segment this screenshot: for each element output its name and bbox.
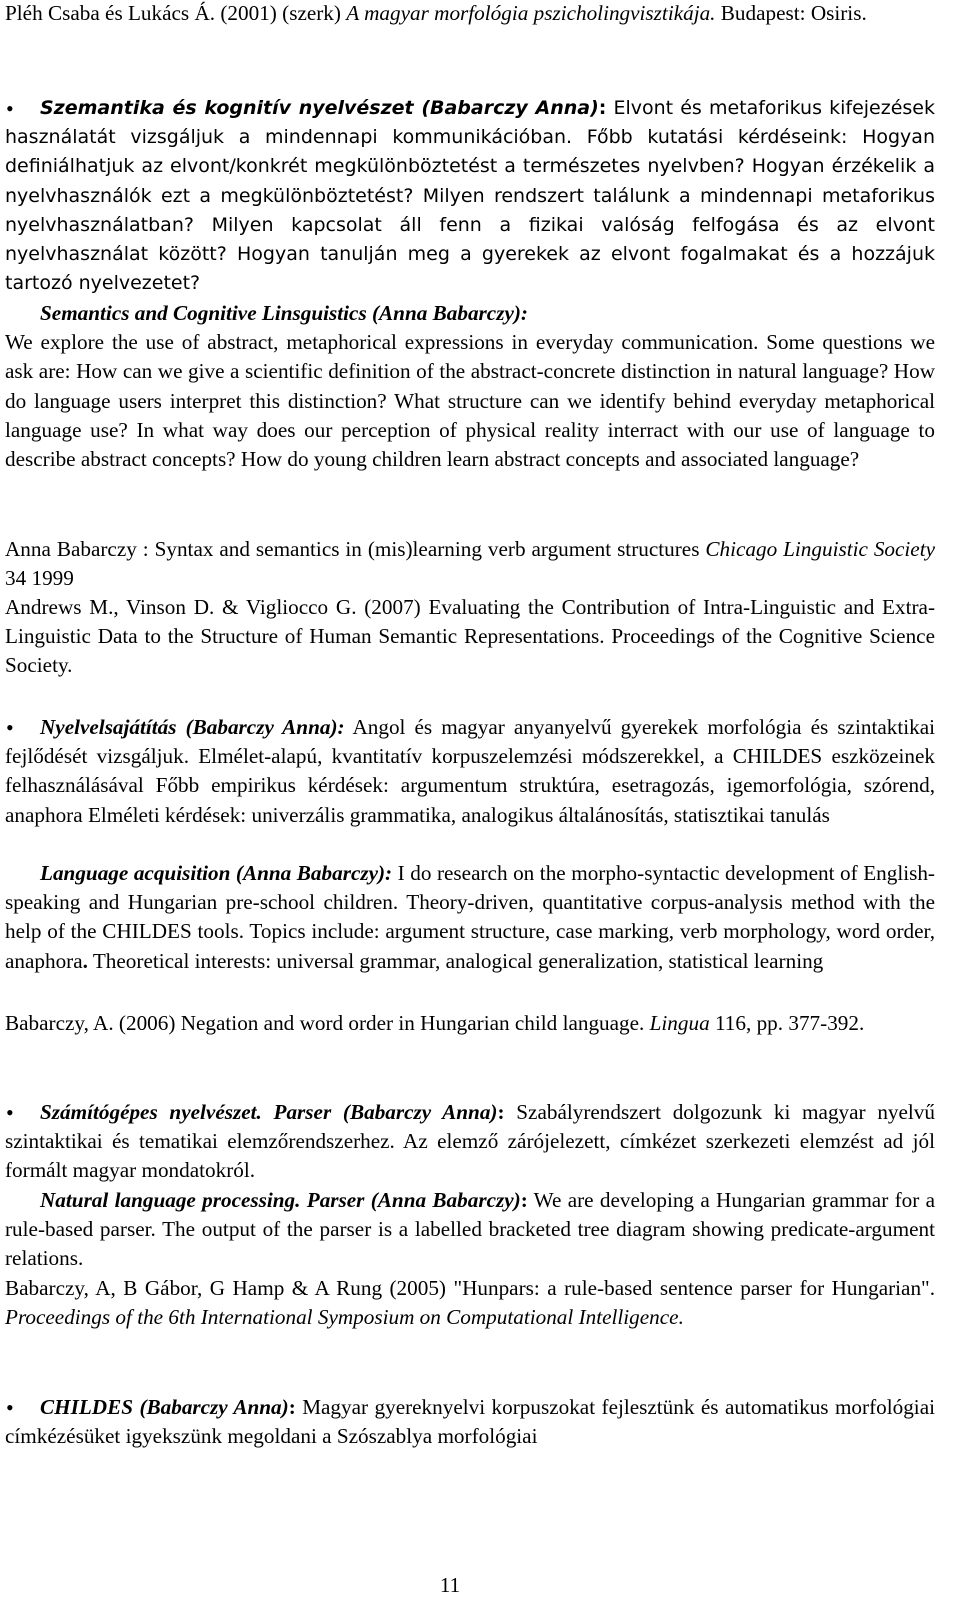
bullet-icon: • [6,715,14,740]
section-heading: Semantics and Cognitive Linsguistics (Anna Babarczy): [40,301,528,325]
section-body: We are developing a Hungarian grammar for a rule-based parser. The output of the parser is a labelled bracketed tree diagram showing predicate-argument relations. [5,1188,936,1271]
section-heading: Natural language processing. Parser (Anna Babarczy) [40,1188,521,1212]
section-semantics-hu: Szemantika és kognitív nyelvészet (Babarczy Anna): Elvont és metaforikus kifejezések használatát vizsgáljuk a mindennapi kommunikációban. Főbb kutatási kérdéseink: Hogyan definiálhatjuk az elvont/konkrét megkülönböztetést a természetes nyelvben? Hogyan érzékelik a nyelvhasználók ezt a megkülönböztetést? Milyen rendszert találunk a mindennapi metaforikus nyelvhasználatban? Milyen kapcsolat áll fenn a fizikai valóság felfogása és az elvont nyelvhasználat között? Hogyan tanulján meg a gyerekek az elvont fogalmakat és a hozzájuk tartozó nyelvezetet? [5,97,935,295]
bullet-icon: • [6,1100,14,1125]
section-body: Szabályrendszert dolgozunk ki magyar nyelvű szintaktikai és tematikai elemzőrendszerhez. Az elemző zárójelezett, címkézet szerkezeti elemzést ad jól formált magyar mondatokról. [5,1100,935,1183]
section-acquisition-hu [5,713,935,830]
section-parser-en: Natural language processing. Parser (Anna Babarczy): We are developing a Hungarian grammar for a rule-based parser. The output of the parser is a labelled bracketed tree diagram showing predicate-argument relations. [5,1188,936,1271]
page-number: 11 [439,1573,461,1597]
intro-publisher: Budapest: Osiris. [715,1,867,25]
section-heading: CHILDES (Babarczy Anna) [40,1395,289,1419]
section-body: I do research on the morpho-syntactic development of English-speaking and Hungarian pre-school children. Theory-driven, quantitative corpus-analysis method with the help of the CHILDES tools. Topics include: argument structure, case marking, verb morphology, word order, anaphora [5,861,935,973]
intro-authors: Pléh Csaba és Lukács Á. (2001) (szerk) [5,1,347,25]
reference: Babarczy, A, B Gábor, G Hamp & A Rung (2005) "Hunpars: a rule-based sentence parser for Hungarian". Proceedings of the 6th International Symposium on Computational Intelligence. [5,1276,935,1330]
bullet-icon: • [6,96,14,121]
section-childes-hu: CHILDES (Babarczy Anna): Magyar gyereknyelvi korpuszokat fejlesztünk és automatikus morfológiai címkézésüket igyekszünk megoldani a Szószablya morfológiai [5,1395,935,1449]
section-heading: Language acquisition (Anna Babarczy): [40,861,393,885]
intro-title: A magyar morfológia pszicholingvisztikája. [346,1,716,25]
section-body: Elvont és metaforikus kifejezések használatát vizsgáljuk a mindennapi kommunikációban. Főbb kutatási kérdéseink: Hogyan definiálhatjuk az elvont/konkrét megkülönböztetést a természetes nyelvben? Hogyan érzékelik a nyelvhasználók ezt a megkülönböztetést? Milyen rendszert találunk a mindennapi metaforikus nyelvhasználatban? Milyen kapcsolat áll fenn a fizikai valóság felfogása és az elvont nyelvhasználat között? Hogyan tanulján meg a gyerekek az elvont fogalmakat és a hozzájuk tartozó nyelvezetet? [5,97,935,295]
bullet-icon: • [6,1395,14,1420]
section-body: We explore the use of abstract, metaphorical expressions in everyday communication. Some questions we ask are: How can we give a scientific definition of the abstract-concrete distinction in natural language? How do language users interpret this distinction? What structure can we identify behind everyday metaphorical language use? In what way does our perception of physical reality interract with our use of language to describe abstract concepts? How do young children learn abstract concepts and associated language? [5,330,935,472]
section-body: Angol és magyar anyanyelvű gyerekek morfológia és szintaktikai fejlődését vizsgáljuk. Elmélet-alapú, kvantitatív korpuszelemzési módszerekkel, a CHILDES eszközeinek felhasználásával Főbb empirikus kérdések: argumentum struktúra, esetragozás, igemorfológia, szórend, anaphora Elméleti kérdések: univerzális grammatika, analogikus általánosítás, statisztikai tanulás [5,715,935,827]
intro-reference [5,0,935,28]
section-semantics-en [5,299,935,474]
section-heading: Nyelvelsajátítás (Babarczy Anna): [40,715,345,739]
section-body: Magyar gyereknyelvi korpuszokat fejlesztünk és automatikus morfológiai címkézésüket igyekszünk megoldani a Szószablya morfológiai [5,1395,935,1449]
reference: Babarczy, A. (2006) Negation and word order in Hungarian child language. Lingua 116, pp. 377-392. [5,1011,865,1035]
reference: Anna Babarczy : Syntax and semantics in (mis)learning verb argument structures Chicago Linguistic Society 34 1999 [5,537,935,591]
section-heading: Szemantika és kognitív nyelvészet (Babarczy Anna) [40,97,599,119]
section-parser-hu: Számítógépes nyelvészet. Parser (Babarczy Anna): Szabályrendszert dolgozunk ki magyar nyelvű szintaktikai és tematikai elemzőrendszerhez. Az elemző zárójelezett, címkézet szerkezeti elemzést ad jól formált magyar mondatokról. [5,1100,935,1183]
section-acquisition-en: Language acquisition (Anna Babarczy): I do research on the morpho-syntactic development of English-speaking and Hungarian pre-school children. Theory-driven, quantitative corpus-analysis method with the help of the CHILDES tools. Topics include: argument structure, case marking, verb morphology, word order, anaphora. Theoretical interests: universal grammar, analogical generalization, statistical learning [5,861,935,973]
reference: Andrews M., Vinson D. & Vigliocco G. (2007) Evaluating the Contribution of Intra-Linguistic and Extra-Linguistic Data to the Structure of Human Semantic Representations. Proceedings of the Cognitive Science Society. [5,595,935,678]
section-heading: Számítógépes nyelvészet. Parser (Babarczy Anna) [40,1100,498,1124]
